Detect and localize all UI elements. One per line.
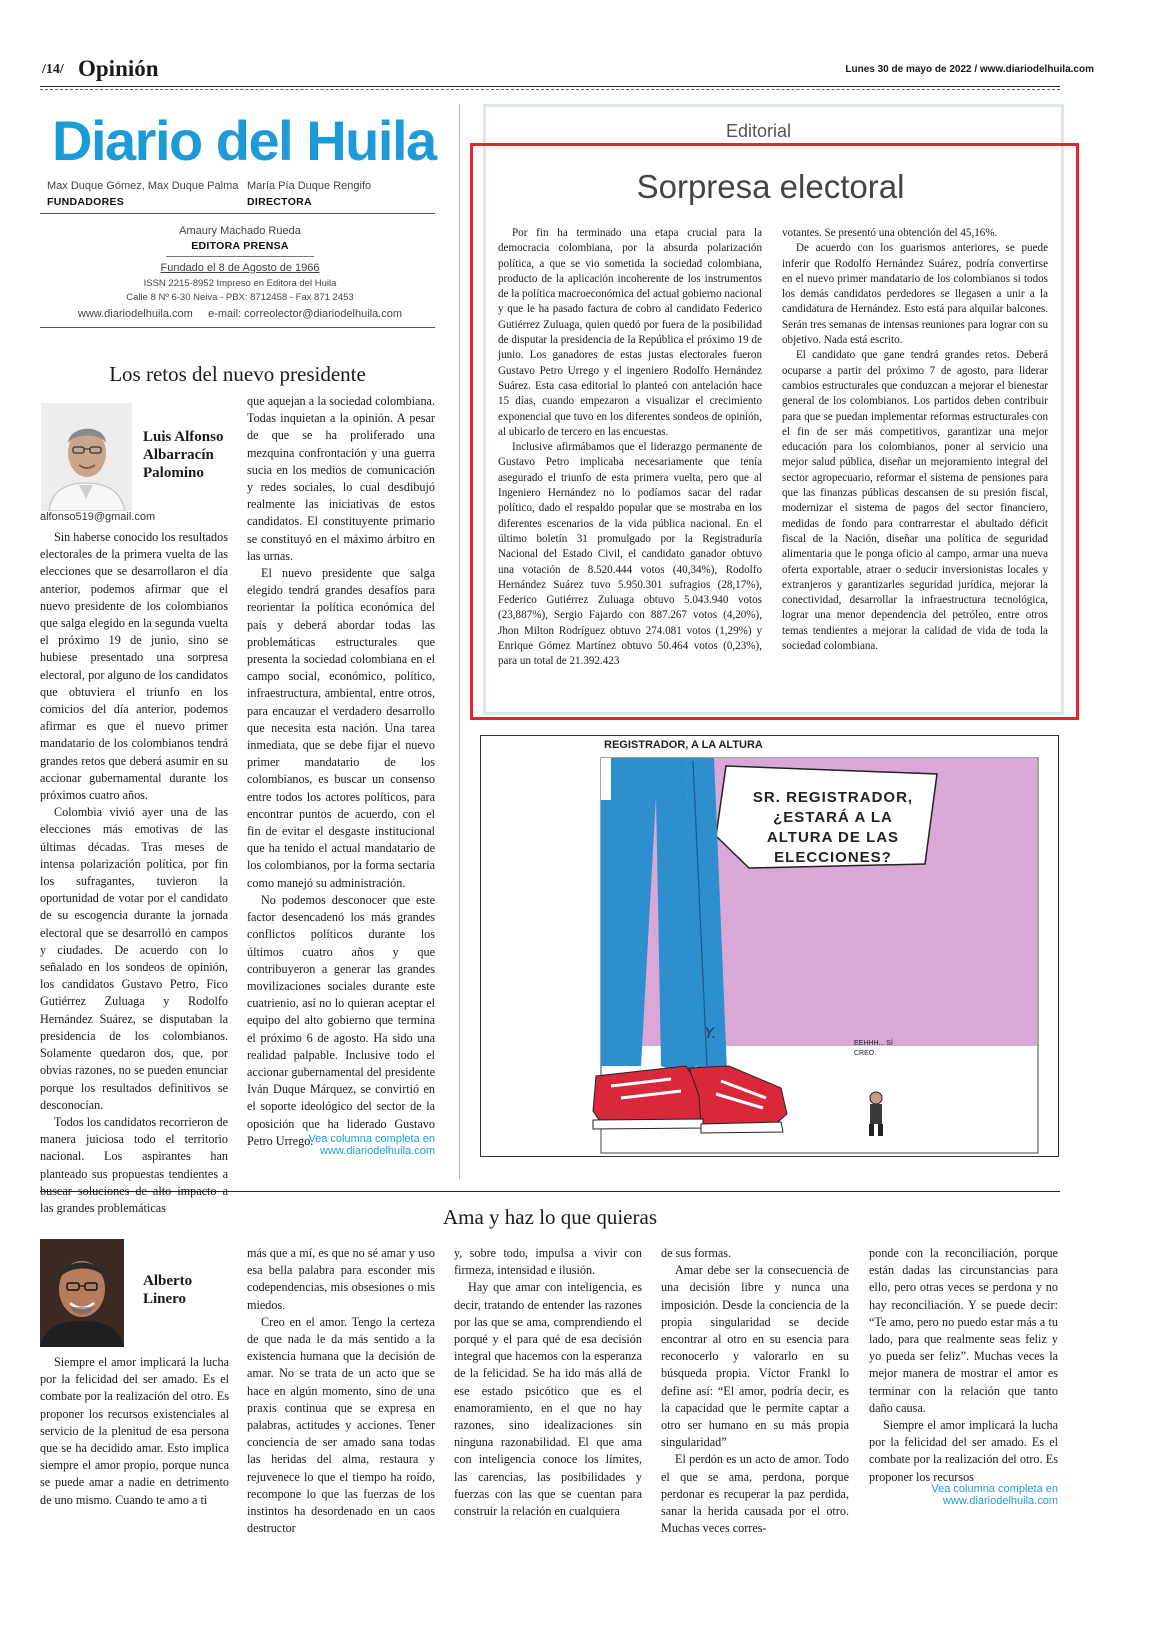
editorial-label: Editorial (726, 121, 792, 141)
editorial-col-a (498, 226, 762, 670)
paragraph: No podemos desconocer que este factor desencadenó los más grandes conflictos políticos durante los últimos cuatro años y que contribuyeron a generar las grandes movilizaciones sociales durante este cuatrienio, así no lo quieran aceptar el equipo del alto gobierno que termina el próximo 6 de agosto. Ha sido una realidad palpable. Inclusive todo el accionar gubernamental del presidente Iván Duque Márquez, se convirtió en el soporte ideológico del sector de la oposición que ha liderado Gustavo Petro Urrego. (247, 892, 435, 1148)
editorial-col-b (782, 226, 1048, 654)
founders-names: Max Duque Gómez, Max Duque Palma (47, 180, 239, 192)
header-dashed-rule (40, 89, 1060, 90)
column1-col-b (247, 393, 435, 1150)
column2-col-c (454, 1245, 642, 1520)
paragraph: El candidato que gane tendrá grandes retos. Deberá ocuparse a partir del próximo 7 de agosto, para liderar cambios estructurales que conduzcan a mejorar el bienestar general de los colombianos. Los partidos deben contribuir para que se puedan implementar reformas estructurales con el fin de ser más competitivos, garantizar una mejor educación para los colombianos, poner al servicio una mejor salud pública, diseñar un mejoramiento integral del sector agropecuario, reformar el sistema de pensiones para que las finanzas públicas descansen de su presión fiscal, modernizar el sistema de pagos del sector financiero, medidas de fondo para contrarrestar el abultado déficit fiscal de la Nación, diseñar una política de seguridad alimentaria que le ponga oficio al campo, armar una nueva oferta exportable, atraer o seducir inversionistas locales y extranjeros y garantizarles seguridad jurídica, mejorar la conectividad, desarrollar la infraestructura tecnológica, lograr una menor dependencia del petróleo, entre otros temas tendientes a mejorar la calidad de vida de toda la sociedad colombiana. (782, 349, 1048, 653)
paragraph: ponde con la reconciliación, porque están dadas las circunstancias para ello, pero otras veces se perdona y no hay reconciliación. Y se puede decir: “Te amo, pero no puedo estar más a tu lado, para que realmente seas feliz y yo pueda ser feliz”. Muchas veces la mejor manera de mostrar el amor es terminar con la relación que tanto daño causa. (869, 1246, 1058, 1415)
address-text: Calle 8 Nº 6-30 Neiva - PBX: 8712458 - Fax 871 2453 (126, 292, 354, 303)
founders-role: FUNDADORES (47, 196, 125, 208)
founded-text: Fundado el 8 de Agosto de 1966 (160, 262, 320, 274)
masthead-bottom-rule (40, 327, 435, 328)
column2-col-b (247, 1245, 435, 1537)
column-divider (459, 104, 460, 1179)
column2-more-link[interactable]: Vea columna completa en www.diariodelhuila.com (931, 1483, 1058, 1507)
paragraph: más que a mí, es que no sé amar y uso esa bella palabra para esconder mis codependencias, mis obsesiones o mis miedos. (247, 1246, 435, 1312)
paragraph: Sin haberse conocido los resultados electorales de la primera vuelta de las elecciones que se desarrollaron el día anterior, podemos afirmar que el nuevo presidente de los colombianos que salga elegido en la segunda vuelta el próximo 19 de junio, sino se hubiese presentado una sorpresa electoral, por alguno de los candidatos que obtuviera el triunfo en los comicios del día anterior, podemos afirmar es que el nuevo primer mandatario de los colombianos tendrá grandes retos que deberá asumir en su accionar gubernamental durante los próximos cuatro años. (40, 530, 228, 803)
director-role: DIRECTORA (247, 196, 312, 208)
cartoon-title: REGISTRADOR, A LA ALTURA (604, 739, 763, 751)
column2-col-a (40, 1354, 229, 1509)
editor-rule (166, 256, 314, 257)
paragraph: votantes. Se presentó una obtención del 45,16%. (782, 227, 998, 239)
column2-title: Ama y haz lo que quieras (442, 1205, 657, 1229)
author-photo-albarracin (41, 403, 132, 511)
paragraph: Todos los candidatos recorrieron de manera juiciosa todo el territorio nacional. Los aspirantes han planteado sus propuestas tendientes a buscar soluciones de alto impacto a las grandes problemáticas (40, 1114, 228, 1215)
paragraph: Creo en el amor. Tengo la certeza de que nada le da más sentido a la existencia humana que la decisión de amar. No se trata de un acto que se hace en algún momento, sino de una praxis continua que se expresa en palabras, actitudes y acciones. Tener conciencia de ser amado sana todas las heridas del alma, restaura y rejuvenece lo que el tiempo ha roído, recompone lo que las fuerzas de los instintos ha desordenado en un caos destructor (247, 1314, 435, 1536)
director-name: María Pía Duque Rengifo (247, 180, 372, 192)
cartoon (480, 735, 1059, 1157)
paragraph: Amar debe ser la consecuencia de una decisión libre y nunca una imposición. Desde la conciencia de la propia singularidad se decide encontrar al otro en su esencia para reconocerlo y valorarlo en su búsqueda propia. Víctor Frankl lo define así: “El amor, podría decir, es la capacidad que le permite captar a otro ser humano en su más propia singularidad” (661, 1263, 849, 1450)
editor-role: EDITORA PRENSA (191, 240, 289, 252)
editorial-title: Sorpresa electoral (636, 168, 905, 205)
date-url: Lunes 30 de mayo de 2022 / www.diariodelhuila.com (845, 64, 1094, 75)
cartoon-bubble-text: SR. REGISTRADOR, ¿ESTARÁ A LA ALTURA DE LAS ELECCIONES? (752, 789, 914, 866)
cartoon-small-reply: EEHHH... SÍ CREO. (854, 1040, 893, 1057)
page-number: /14/ (42, 62, 64, 77)
paragraph: Colombia vivió ayer una de las elecciones más emotivas de las últimas décadas. Tras meses de intensa polarización política, por fin los sufragantes, tuvieron la oportunidad de votar por el candidato de su escogencia durante la jornada electoral que se desarrolló en campos y ciudades. De acuerdo con lo señalado en los sondeos de opinión, los candidatos Gustavo Petro, Fico Gutiérrez Zuluaga y Rodolfo Hernández Suárez, se disputaban la presidencia de los colombianos. Solamente quedaron dos, que, por obvias razones, no se pueden enunciar porque los resultados definitivos se desconocían. (40, 805, 228, 1112)
paragraph: que aquejan a la sociedad colombiana. Todas inquietan a la opinión. A pesar de que se ha proliferado una mezquina confrontación y una guerra sucia en los medios de comunicación y redes sociales, lo cual desdibujó realmente las iniciativas de estos candidatos. El constituyente primario se constituyó en el máximo árbitro en las urnas. (247, 394, 435, 563)
paragraph: El nuevo presidente que salga elegido tendrá grandes desafíos para reorientar la política económica del país y deberá abordar todas las problemáticas estructurales que presenta la sociedad colombiana en el campo social, económico, político, infraestructura, ambiental, entre otros, para encauzar el verdadero desarrollo que necesita esta nación. Una tarea inmediata, que se debe fijar el nuevo primer mandatario de los colombianos, es buscar un consenso entre todos los actores políticos, para encontrar puntos de acuerdo, con el fin de evitar el desgaste institucional que ha tenido el actual mandatario de los colombianos, por la forma sectaria como manejó su administración. (247, 566, 435, 890)
paragraph: Hay que amar con inteligencia, es decir, tratando de entender las razones por las que se ama, comprendiendo el porqué y el para qué de esa decisión integral que hacemos con la esperanza de la felicidad. Se ha ido más allá de ese estado psicótico que es el enamoramiento, en el que no hay razones, sino idealizaciones sin ninguna razonabilidad. El que ama con inteligencia conoce los límites, las carencias, las posibilidades y fuerzas con las que se cuentan para construir la relación en cualquiera (454, 1280, 642, 1519)
column2-author: Alberto Linero (143, 1273, 193, 1307)
masthead-logo: Diario del Huila (52, 109, 436, 172)
section-name: Opinión (78, 56, 159, 81)
paragraph: El perdón es un acto de amor. Todo el que se ama, perdona, porque perdonar es recuperar la paz perdida, sanar la herida causada por el otro. Muchas veces corres- (661, 1452, 849, 1536)
paragraph: y, sobre todo, impulsa a vivir con firmeza, intensidad e ilusión. (454, 1246, 642, 1278)
paragraph: De acuerdo con los guarismos anteriores, se puede inferir que Rodolfo Hernández Suárez, podría convertirse en el nuevo primer mandatario de los colombianos si todos los demás candidatos perdedores se llegasen a unir a la candidatura de Hernández. Esto está para alquilar balcones. Serán tres semanas de intensas reuniones para lograr con su objetivo. Nada está escrito. (782, 242, 1048, 347)
bottom-section-rule (40, 1191, 1060, 1192)
column1-more-link[interactable]: Vea columna completa en www.diariodelhuila.com (308, 1133, 435, 1157)
header-rule (40, 86, 1060, 87)
issn-text: ISSN 2215-8952 Impreso en Editora del Huila (143, 278, 337, 289)
masthead-rule (40, 213, 435, 214)
paragraph: Siempre el amor implicará la lucha por la felicidad del ser amado. Es el combate por la realización del otro. Es proponer los recursos existenciales al servicio de la plenitud de esa persona que se ha decidido amar. Esto implica siempre el amor propio, porque nunca se puede amar a nadie en detrimento de uno mismo. Cuando te amo a ti (40, 1355, 229, 1507)
column1-author: Luis Alfonso Albarracín Palomino (143, 429, 224, 481)
column2-col-d (661, 1245, 849, 1537)
paragraph: Siempre el amor implicará la lucha por la felicidad del ser amado. Es el combate por la realización del otro. Es proponer los recursos (869, 1418, 1058, 1484)
paragraph: Inclusive afirmábamos que el liderazgo permanente de Gustavo Petro implicaba necesariamente que tenía asegurado el triunfo de esta primera vuelta, pero que al Ingeniero Hernández no lo podíamos sacar del radar político, dado el respaldo popular que se mostraba en los diferentes escenarios de la vida pública nacional. En el último boletín 31 promulgado por la Registraduría Nacional del Estado Civil, el candidato ganador obtuvo una votación de 8.520.444 votos (40,34%), Rodolfo Hernández Suárez tuvo 5.950.301 sufragios (28,17%), Federico Gutiérrez Zuluaga obtuvo 5.043.940 votos (23,887%), Sergio Fajardo con 887.267 votos (4,20%), Jhon Milton Rodríguez obtuvo 274.081 votos (1,29%) y Enrique Gómez Martínez obtuvo 50.464 votos (0,23%), para un total de 21.392.423 (498, 441, 762, 668)
column2-col-e (869, 1245, 1058, 1486)
paragraph: de sus formas. (661, 1246, 732, 1260)
paragraph: Por fin ha terminado una etapa crucial para la democracia colombiana, por la absurda polarización política, a que se vio sometida la sociedad colombiana, producto de la aplicación incoherente de los instrumentos de la política macroeconómica del actual gobierno nacional y que le ha pasado factura de cobro al candidato Federico Gutiérrez Zuluaga, quien quedó por fuera de la posibilidad de disputar la presidencia de la República el próximo 19 de junio. Los ganadores de estas justas electorales fueron Gustavo Petro Urrego y el ingeniero Rodolfo Hernández Suárez. Esta casa editorial lo planteó con antelación hace 15 días, cuando empezaron a visualizar el crecimiento exponencial que tuvo en los diferentes sondeos de opinión, al ubicarlo de tercero en las encuestas. (498, 227, 762, 438)
contact-text[interactable]: www.diariodelhuila.com e-mail: correolector@diariodelhuila.com (77, 308, 403, 320)
column1-col-a (40, 529, 228, 1217)
author-photo-linero (40, 1239, 124, 1347)
column1-email[interactable]: alfonso519@gmail.com (40, 511, 156, 523)
editor-name: Amaury Machado Rueda (179, 225, 301, 237)
svg-text:Y.: Y. (705, 1026, 717, 1042)
column1-title: Los retos del nuevo presidente (109, 362, 366, 386)
